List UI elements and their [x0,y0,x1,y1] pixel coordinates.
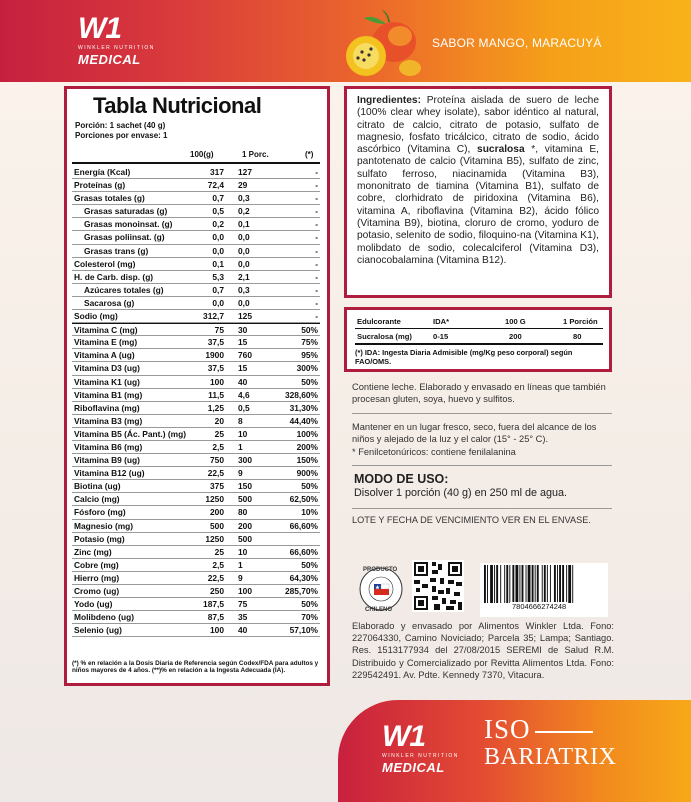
table-row [72,467,320,480]
nutrient-name: Zinc (mg) [74,546,112,557]
table-row [72,245,320,258]
brand-line: MEDICAL [78,52,141,67]
nutrition-title: Tabla Nutricional [93,93,262,118]
value-100g: 0,5 [212,206,224,217]
sweetener-rule [355,328,603,329]
value-portion: 0,0 [238,258,250,269]
divider-3 [352,508,612,509]
value-portion: 29 [238,180,248,191]
value-100g: 750 [210,455,224,466]
value-pct: - [315,297,318,308]
value-pct: 44,40% [289,415,318,426]
value-portion: 0,0 [238,245,250,256]
nutrient-name: Vitamina B1 (mg) [74,389,143,400]
value-portion: 1 [238,441,243,452]
nutrient-name: Proteínas (g) [74,180,126,191]
nutrient-name: Selenio (ug) [74,625,122,636]
table-row [72,598,320,611]
manufacturer-info: Elaborado y envasado por Alimentos Winkler Ltda. Fono: 227064330, Camino Noviciado; Parcela 35; Lampa; Santiago. Res. 1513177934 del 27/08/2015 SEREMI de Salud R.M. Distribuido y Comercializado por Revitta Alimentos Ltda. Fono: 229542491. Av. Pdte. Kennedy 7370, Vitacura. [352,621,614,680]
table-row [72,415,320,428]
value-portion: 0,0 [238,232,250,243]
footer-brand-mark: W1 [382,720,425,753]
value-pct: 50% [301,481,318,492]
value-100g: 1250 [205,494,224,505]
nutrient-name: Grasas saturadas (g) [84,206,168,217]
value-100g: 1,25 [207,402,224,413]
nutrient-name: Yodo (ug) [74,599,113,610]
nutrition-rows [72,166,320,637]
value-100g: 0,7 [212,193,224,204]
brand-logo-bottom [382,722,474,777]
product-logo [484,716,617,771]
value-portion: 40 [238,376,248,387]
value-pct: - [315,206,318,217]
usage-title: MODO DE USO: [354,472,449,486]
ingredients-part2: *, vitamina E, pantotenato de calcio (Vitamina B5), sulfato de zinc, sulfato ferroso, niacinamida (Vitamina B3), mononitrato de tiamina (Vitamina B1), sulfato de cobre, clorhidrato de piridoxina (Vitamina B6), vitamina A, riboflavina (Vitamina B2), ácido fólico (Vitamina B9), biotina, cloruro de cromo, yoduro de potasio, selenito de sodio, filoquino-na (Vitamina K1), molibdato de sodio, colecalciferol (Vitamina D3), cianocobalamina (Vitamina B12). [357,144,599,266]
table-row [72,179,320,192]
value-pct: - [315,193,318,204]
value-pct: - [315,219,318,230]
nutrient-name: Vitamina B9 (ug) [74,455,140,466]
value-100g: 87,5 [207,612,224,623]
portion-size: Porción: 1 sachet (40 g) [75,121,166,130]
nutrient-name: Cobre (mg) [74,559,119,570]
table-row [72,506,320,519]
nutrient-name: Grasas monoinsat. (g) [84,219,173,230]
qr-code-icon [412,560,464,612]
value-100g: 100 [210,625,224,636]
usage-text: Disolver 1 porción (40 g) en 250 ml de agua. [354,487,568,499]
value-100g: 0,7 [212,284,224,295]
table-row [72,336,320,349]
value-100g: 100 [210,376,224,387]
value-pct: 50% [301,559,318,570]
nutrition-footnote: (*) % en relación a la Dosis Diaria de Referencia según Codex/FDA para adultos y niños mayores de 4 años. (**)% en relación a la Ingesta Adecuada (IA). [72,660,319,675]
seal-top-text: PRODUCTO [363,567,398,573]
table-row [72,441,320,454]
value-100g: 0,0 [212,232,224,243]
table-row [72,310,320,323]
table-row [72,493,320,506]
header-band [0,0,691,82]
value-portion: 0,3 [238,284,250,295]
value-pct: 50% [301,599,318,610]
footer-brand-tagline: WINKLER NUTRITION [382,753,459,759]
value-portion: 9 [238,468,243,479]
value-100g: 500 [210,520,224,531]
value-portion: 35 [238,612,248,623]
value-100g: 2,5 [212,559,224,570]
value-portion: 75 [238,599,248,610]
nutrient-name: Vitamina E (mg) [74,337,138,348]
table-row [72,297,320,310]
value-100g: 375 [210,481,224,492]
product-line1: ISO [484,714,531,744]
nutrient-name: Potasio (mg) [74,533,125,544]
seal-bottom-text: CHILENO [365,607,392,613]
value-pct: - [315,284,318,295]
nutrient-name: Azúcares totales (g) [84,284,164,295]
value-pct: - [315,232,318,243]
value-pct: - [315,180,318,191]
table-row [72,231,320,244]
value-pct: 31,30% [289,402,318,413]
table-row [72,271,320,284]
value-100g: 0,1 [212,258,224,269]
value-portion: 4,6 [238,389,250,400]
value-pct: 66,60% [289,520,318,531]
table-row [72,428,320,441]
nutrient-name: Grasas poliinsat. (g) [84,232,165,243]
brand-mark: W1 [78,12,121,45]
nutrient-name: Colesterol (mg) [74,258,136,269]
nutrient-name: Molibdeno (ug) [74,612,135,623]
value-100g: 0,2 [212,219,224,230]
sweetener-h4: 1 Porción [563,317,598,326]
ingredients-text [357,95,599,267]
value-portion: 300 [238,455,252,466]
sweetener-r3: 200 [509,332,522,341]
divider-1 [352,413,612,414]
value-portion: 0,1 [238,219,250,230]
value-pct: - [315,167,318,177]
value-100g: 1900 [205,350,224,361]
value-100g: 25 [214,428,224,439]
product-line2: BARIATRIX [484,744,617,770]
table-row [72,520,320,533]
nutrient-name: Riboflavina (mg) [74,402,140,413]
nutrient-name: Vitamina B3 (mg) [74,415,143,426]
value-pct: 50% [301,376,318,387]
barcode-number: 7804666274248 [512,602,567,611]
value-100g: 72,4 [207,180,224,191]
nutrient-name: Vitamina B5 (Ác. Pant.) (mg) [74,428,186,439]
brand-tagline: WINKLER NUTRITION [78,45,155,51]
storage-info: Mantener en un lugar fresco, seco, fuera del alcance de los niños y alejado de la luz y el calor (15° - 25° C). [352,422,597,444]
value-pct: 285,70% [284,586,318,596]
value-100g: 22,5 [207,468,224,479]
value-100g: 187,5 [203,599,224,610]
table-row [72,572,320,585]
col-header-pct: (*) [305,150,314,159]
value-100g: 75 [214,325,224,336]
value-pct: 50% [301,325,318,336]
nutrient-name: Grasas totales (g) [74,193,145,204]
sweetener-rule-2 [355,343,603,345]
value-pct: - [315,245,318,256]
table-row [72,323,320,336]
value-100g: 2,5 [212,441,224,452]
value-pct: 62,50% [289,494,318,505]
value-100g: 37,5 [207,363,224,374]
value-portion: 40 [238,625,248,636]
nutrient-name: Vitamina C (mg) [74,325,138,336]
ingredients-label: Ingredientes: [357,95,421,106]
nutrient-name: Vitamina B12 (ug) [74,468,145,479]
nutrient-name: H. de Carb. disp. (g) [74,271,154,282]
table-row [72,480,320,493]
nutrient-name: Vitamina A (ug) [74,350,135,361]
value-pct: - [315,258,318,269]
value-pct: 328,60% [284,389,318,400]
table-row [72,284,320,297]
value-pct: 66,60% [289,546,318,557]
table-row [72,258,320,271]
value-portion: 760 [238,350,252,361]
table-row [72,624,320,637]
table-row [72,376,320,389]
nutrient-name: Cromo (ug) [74,586,120,596]
value-portion: 80 [238,507,248,518]
value-100g: 250 [210,586,224,596]
value-portion: 200 [238,520,252,531]
value-100g: 25 [214,546,224,557]
value-portion: 10 [238,428,248,439]
nutrient-name: Calcio (mg) [74,494,120,505]
divider-2 [352,465,612,466]
table-row [72,205,320,218]
phenyl-info: * Fenilcetonúricos: contiene fenilalanina [352,447,516,457]
value-100g: 5,3 [212,271,224,282]
value-100g: 37,5 [207,337,224,348]
nutrient-name: Biotina (ug) [74,481,121,492]
value-pct: 300% [296,363,318,374]
value-pct: - [315,271,318,282]
value-100g: 22,5 [207,572,224,583]
value-pct: - [315,311,318,322]
nutrient-name: Vitamina K1 (ug) [74,376,140,387]
table-row [72,192,320,205]
value-portion: 30 [238,325,248,336]
table-row [72,389,320,402]
value-portion: 0,5 [238,402,250,413]
value-pct: 64,30% [289,572,318,583]
fruit-illustration-icon [328,6,428,86]
lot-info: LOTE Y FECHA DE VENCIMIENTO VER EN EL ENVASE. [352,515,591,525]
sweetener-r2: 0-15 [433,332,449,341]
table-row [72,559,320,572]
allergen-info: Contiene leche. Elaborado y envasado en líneas que también procesan gluten, soya, huevo y sulfitos. [352,382,606,404]
table-row [72,533,320,546]
value-portion: 500 [238,494,252,505]
value-100g: 1250 [205,533,224,544]
value-pct: 900% [296,468,318,479]
value-pct: 100% [296,428,318,439]
value-pct: 75% [301,337,318,348]
sweetener-h3: 100 G [505,317,526,326]
value-portion: 10 [238,546,248,557]
header-rule [72,162,320,164]
portions-per-pack: Porciones por envase: 1 [75,131,168,140]
ingredients-box [344,86,612,298]
sweetener-h2: IDA* [433,317,450,326]
col-header-100g: 100(g) [190,150,214,159]
table-row [72,362,320,375]
value-portion: 2,1 [238,271,250,282]
table-row [72,166,320,179]
value-pct: 95% [301,350,318,361]
nutrient-name: Sodio (mg) [74,311,118,322]
nutrient-name: Grasas trans (g) [84,245,149,256]
table-row [72,349,320,362]
value-portion: 100 [238,586,252,596]
col-header-portion: 1 Porc. [242,150,269,159]
sweetener-table [344,307,612,372]
table-row [72,218,320,231]
ingredients-part1: Proteína aislada de suero de leche (100% clear whey isolate), sabor idéntico al natural, citrato de calcio, citrato de potasio, sulfato de magnesio, fosfato tricálcico, citrato de sodio, ácido ascórbico (Vitamina C), [357,95,599,156]
value-100g: 312,7 [203,311,224,322]
value-portion: 8 [238,415,243,426]
value-pct: 70% [301,612,318,623]
ingredients-bold-word: sucralosa [477,144,525,156]
value-pct: 10% [301,507,318,518]
value-100g: 200 [210,507,224,518]
value-100g: 0,0 [212,297,224,308]
value-100g: 0,0 [212,245,224,256]
sweetener-r1: Sucralosa (mg) [357,332,412,341]
value-portion: 15 [238,363,248,374]
sweetener-note: (*) IDA: Ingesta Diaria Admisible (mg/Kg peso corporal) según FAO/OMS. [355,348,573,366]
value-portion: 127 [238,167,252,177]
value-portion: 0,0 [238,297,250,308]
flavor-label: SABOR MANGO, MARACUYÁ [432,36,602,50]
value-pct: 150% [296,455,318,466]
value-100g: 317 [210,167,224,177]
nutrient-name: Hierro (mg) [74,572,120,583]
value-portion: 15 [238,337,248,348]
nutrient-name: Energía (Kcal) [74,167,131,177]
value-portion: 0,2 [238,206,250,217]
value-portion: 0,3 [238,193,250,204]
table-row [72,546,320,559]
table-row [72,611,320,624]
value-portion: 150 [238,481,252,492]
value-pct: 200% [296,441,318,452]
value-portion: 125 [238,311,252,322]
table-row [72,585,320,598]
value-100g: 20 [214,415,224,426]
value-100g: 11,5 [208,389,224,400]
nutrient-name: Magnesio (mg) [74,520,134,531]
nutrient-name: Sacarosa (g) [84,297,135,308]
table-row [72,402,320,415]
product-underline [535,731,593,733]
value-pct: 57,10% [289,625,318,636]
value-portion: 9 [238,572,243,583]
nutrient-name: Vitamina D3 (ug) [74,363,140,374]
sweetener-h1: Edulcorante [357,317,401,326]
sweetener-r4: 80 [573,332,582,341]
brand-logo-top [78,14,168,66]
footer-brand-line: MEDICAL [382,760,445,775]
table-row [72,454,320,467]
nutrient-name: Vitamina B6 (mg) [74,441,143,452]
value-portion: 1 [238,559,243,570]
nutrient-name: Fósforo (mg) [74,507,126,518]
value-portion: 500 [238,533,252,544]
